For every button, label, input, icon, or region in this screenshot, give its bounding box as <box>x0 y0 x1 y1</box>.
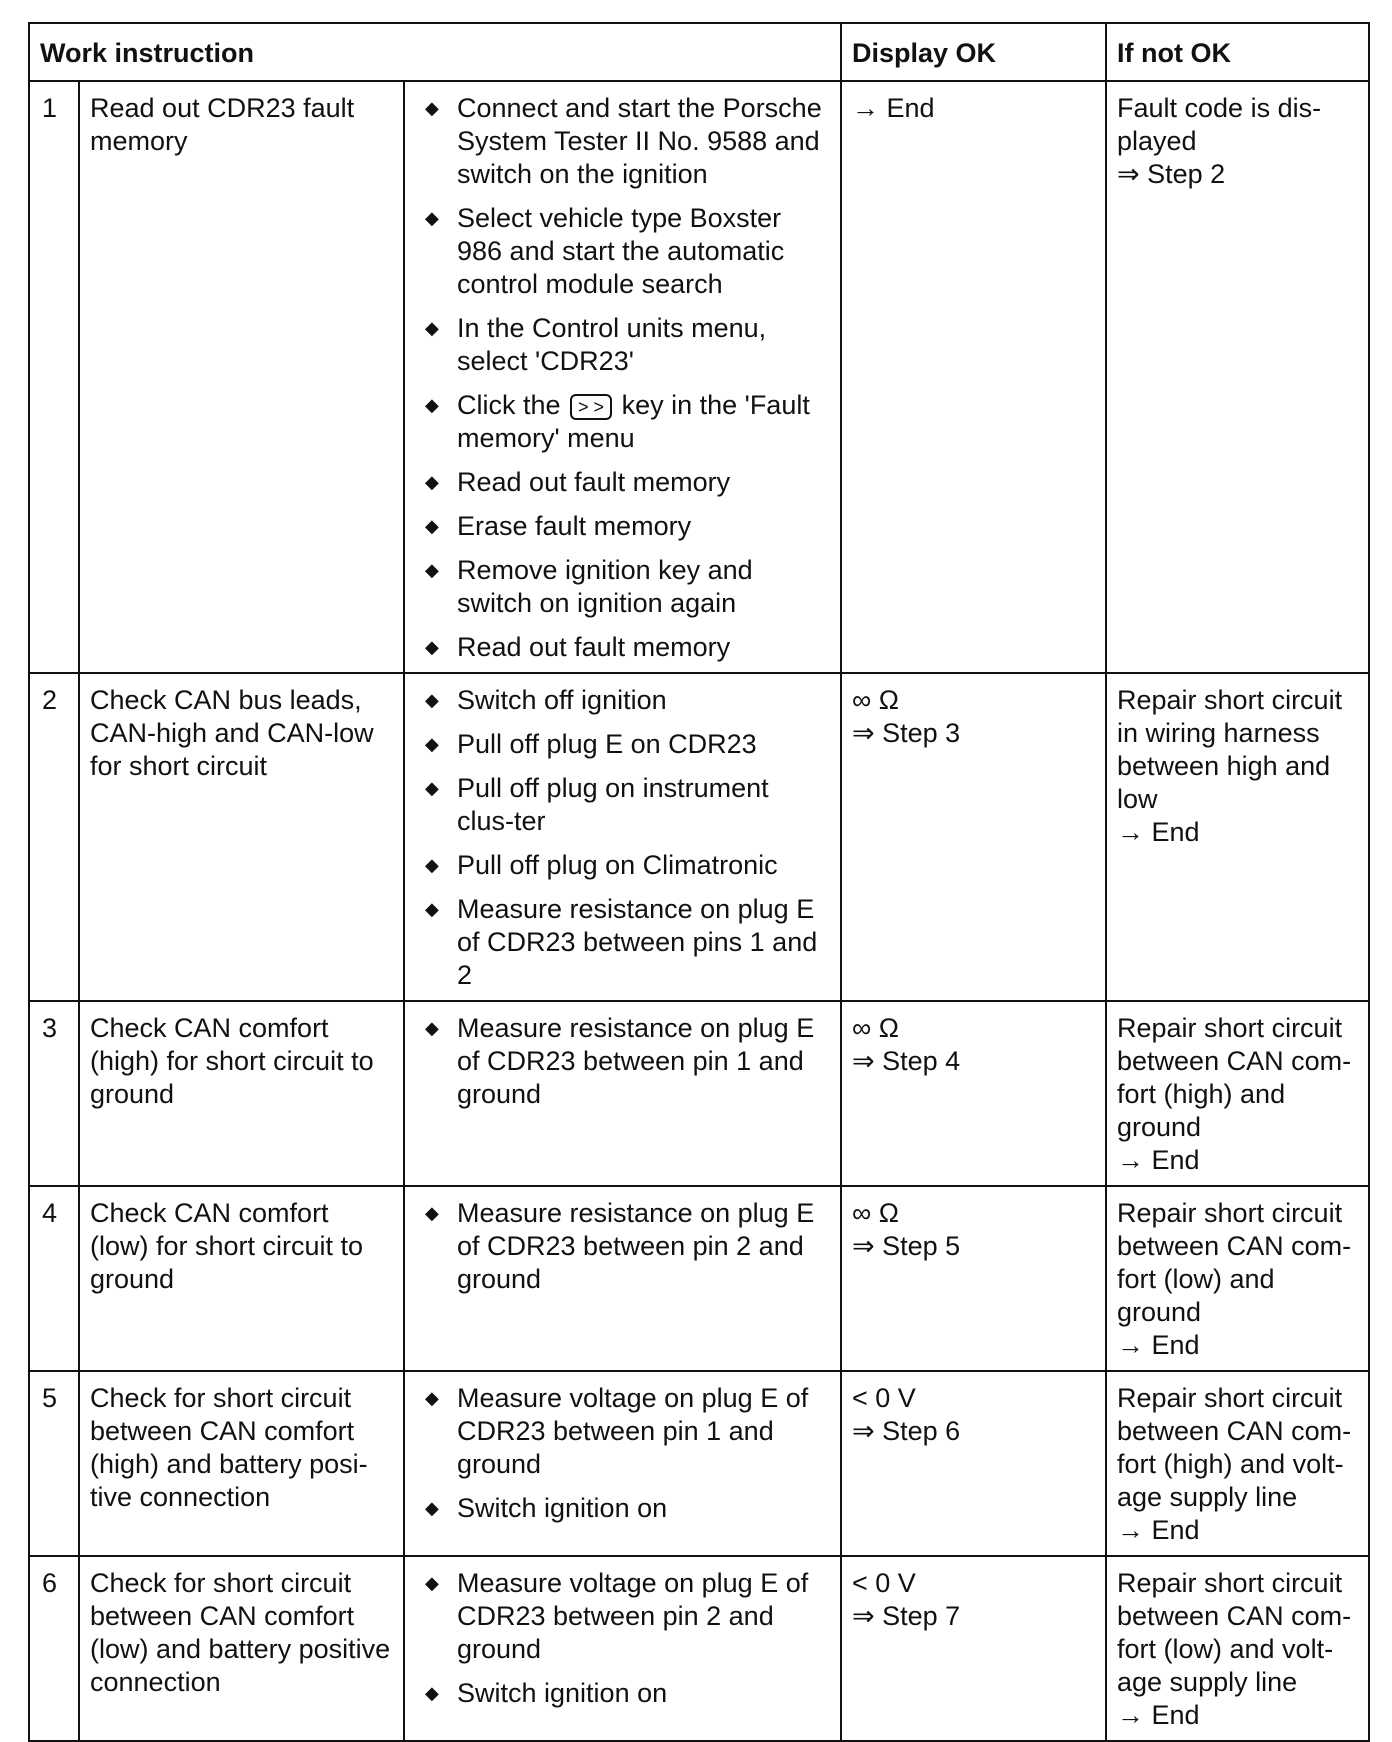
list-item <box>415 1567 830 1666</box>
list-item <box>415 1382 830 1481</box>
if-not-ok-text: → End <box>1117 1700 1200 1730</box>
display-ok-text: ∞ Ω <box>852 1198 899 1228</box>
if-not-ok-text: Fault code is dis-played <box>1117 93 1322 156</box>
list-item <box>415 728 830 761</box>
list-item <box>415 1197 830 1296</box>
list-item <box>415 684 830 717</box>
step-title: Check for short circuit between CAN comfort (low) and battery positive connection <box>79 1556 404 1741</box>
list-item <box>415 92 830 191</box>
diamond-bullet-icon: ◆ <box>425 690 439 710</box>
diamond-bullet-icon: ◆ <box>425 1683 439 1703</box>
table-row <box>29 673 1369 1001</box>
display-ok-cell <box>841 1556 1106 1741</box>
diamond-bullet-icon: ◆ <box>425 855 439 875</box>
diamond-bullet-icon: ◆ <box>425 395 439 415</box>
if-not-ok-text: ⇒ Step 2 <box>1117 159 1226 189</box>
if-not-ok-text: → End <box>1117 1145 1200 1175</box>
diamond-bullet-icon: ◆ <box>425 734 439 754</box>
step-actions <box>404 1371 841 1556</box>
list-item <box>415 510 830 543</box>
list-item <box>415 389 830 455</box>
diamond-bullet-icon: ◆ <box>425 208 439 228</box>
diamond-bullet-icon: ◆ <box>425 899 439 919</box>
action-text: Remove ignition key and switch on ignition again <box>457 555 753 618</box>
action-text: Switch ignition on <box>457 1678 668 1708</box>
step-actions <box>404 673 841 1001</box>
action-text: Click the <box>457 390 561 420</box>
table-row <box>29 1371 1369 1556</box>
action-text: In the Control units menu, select 'CDR23' <box>457 313 767 376</box>
forward-key-icon: > > <box>570 394 612 420</box>
diamond-bullet-icon: ◆ <box>425 1203 439 1223</box>
step-number: 6 <box>29 1556 79 1741</box>
action-list <box>415 1197 830 1296</box>
action-text: Measure voltage on plug E of CDR23 between pin 2 and ground <box>457 1568 809 1664</box>
step-number: 1 <box>29 81 79 673</box>
list-item <box>415 554 830 620</box>
if-not-ok-cell <box>1106 1001 1369 1186</box>
display-ok-text: → End <box>852 93 935 123</box>
action-text: Measure voltage on plug E of CDR23 between pin 1 and ground <box>457 1383 809 1479</box>
list-item <box>415 631 830 664</box>
diamond-bullet-icon: ◆ <box>425 472 439 492</box>
diamond-bullet-icon: ◆ <box>425 1573 439 1593</box>
action-text: Switch off ignition <box>457 685 667 715</box>
action-text: Erase fault memory <box>457 511 692 541</box>
action-text: Pull off plug on instrument clus-ter <box>457 773 769 836</box>
display-ok-text: < 0 V <box>852 1383 916 1413</box>
if-not-ok-cell <box>1106 1186 1369 1371</box>
list-item <box>415 466 830 499</box>
list-item <box>415 202 830 301</box>
header-work-instruction: Work instruction <box>29 23 841 81</box>
step-title: Check for short circuit between CAN comfort (high) and battery posi-tive connection <box>79 1371 404 1556</box>
display-ok-cell <box>841 1001 1106 1186</box>
step-title: Check CAN comfort (high) for short circuit to ground <box>79 1001 404 1186</box>
step-title: Read out CDR23 fault memory <box>79 81 404 673</box>
table-row <box>29 1001 1369 1186</box>
list-item <box>415 772 830 838</box>
action-text: Measure resistance on plug E of CDR23 between pin 2 and ground <box>457 1198 815 1294</box>
if-not-ok-text: Repair short circuit between CAN com-fort (low) and volt-age supply line <box>1117 1568 1352 1697</box>
action-text: Select vehicle type Boxster 986 and start the automatic control module search <box>457 203 785 299</box>
table-row <box>29 1556 1369 1741</box>
step-title: Check CAN comfort (low) for short circuit to ground <box>79 1186 404 1371</box>
header-display-ok: Display OK <box>841 23 1106 81</box>
display-ok-cell <box>841 673 1106 1001</box>
diamond-bullet-icon: ◆ <box>425 1498 439 1518</box>
if-not-ok-text: → End <box>1117 817 1200 847</box>
if-not-ok-text: Repair short circuit between CAN com-fort (high) and volt-age supply line <box>1117 1383 1352 1512</box>
list-item <box>415 1492 830 1525</box>
action-list <box>415 92 830 664</box>
diamond-bullet-icon: ◆ <box>425 778 439 798</box>
display-ok-text: ⇒ Step 6 <box>852 1416 961 1446</box>
list-item <box>415 1012 830 1111</box>
list-item <box>415 893 830 992</box>
display-ok-text: ∞ Ω <box>852 1013 899 1043</box>
action-list <box>415 684 830 992</box>
if-not-ok-cell <box>1106 1556 1369 1741</box>
diamond-bullet-icon: ◆ <box>425 1018 439 1038</box>
if-not-ok-text: Repair short circuit between CAN com-fort (high) and ground <box>1117 1013 1352 1142</box>
if-not-ok-cell <box>1106 81 1369 673</box>
step-actions <box>404 1556 841 1741</box>
if-not-ok-text: Repair short circuit in wiring harness between high and low <box>1117 685 1343 814</box>
action-text: Read out fault memory <box>457 467 731 497</box>
step-actions <box>404 1186 841 1371</box>
if-not-ok-text: → End <box>1117 1330 1200 1360</box>
step-number: 2 <box>29 673 79 1001</box>
action-text: Read out fault memory <box>457 632 731 662</box>
display-ok-text: ⇒ Step 7 <box>852 1601 961 1631</box>
step-actions <box>404 81 841 673</box>
diamond-bullet-icon: ◆ <box>425 516 439 536</box>
action-list <box>415 1567 830 1710</box>
step-number: 4 <box>29 1186 79 1371</box>
step-actions <box>404 1001 841 1186</box>
display-ok-cell <box>841 1186 1106 1371</box>
action-text: Pull off plug on Climatronic <box>457 850 778 880</box>
step-title: Check CAN bus leads, CAN-high and CAN-low for short circuit <box>79 673 404 1001</box>
diamond-bullet-icon: ◆ <box>425 1388 439 1408</box>
display-ok-text: ⇒ Step 5 <box>852 1231 961 1261</box>
table-body <box>29 81 1369 1741</box>
display-ok-cell <box>841 81 1106 673</box>
table-row <box>29 81 1369 673</box>
table-header-row <box>29 23 1369 81</box>
action-text: Measure resistance on plug E of CDR23 between pin 1 and ground <box>457 1013 815 1109</box>
list-item <box>415 312 830 378</box>
diamond-bullet-icon: ◆ <box>425 318 439 338</box>
display-ok-cell <box>841 1371 1106 1556</box>
action-text: key in the 'Fault memory' menu <box>457 390 810 453</box>
step-number: 5 <box>29 1371 79 1556</box>
action-text: Measure resistance on plug E of CDR23 between pins 1 and 2 <box>457 894 818 990</box>
display-ok-text: ⇒ Step 3 <box>852 718 961 748</box>
action-text: Pull off plug E on CDR23 <box>457 729 757 759</box>
if-not-ok-cell <box>1106 1371 1369 1556</box>
if-not-ok-text: → End <box>1117 1515 1200 1545</box>
diamond-bullet-icon: ◆ <box>425 637 439 657</box>
work-instruction-sheet <box>28 22 1368 1742</box>
list-item <box>415 1677 830 1710</box>
table-row <box>29 1186 1369 1371</box>
display-ok-text: < 0 V <box>852 1568 916 1598</box>
if-not-ok-cell <box>1106 673 1369 1001</box>
action-list <box>415 1382 830 1525</box>
display-ok-text: ⇒ Step 4 <box>852 1046 961 1076</box>
action-text: Switch ignition on <box>457 1493 668 1523</box>
action-text: Connect and start the Porsche System Tester II No. 9588 and switch on the ignition <box>457 93 822 189</box>
work-instruction-table <box>28 22 1370 1742</box>
diamond-bullet-icon: ◆ <box>425 560 439 580</box>
action-list <box>415 1012 830 1111</box>
header-if-not-ok: If not OK <box>1106 23 1369 81</box>
display-ok-text: ∞ Ω <box>852 685 899 715</box>
diamond-bullet-icon: ◆ <box>425 98 439 118</box>
step-number: 3 <box>29 1001 79 1186</box>
list-item <box>415 849 830 882</box>
if-not-ok-text: Repair short circuit between CAN com-fort (low) and ground <box>1117 1198 1352 1327</box>
